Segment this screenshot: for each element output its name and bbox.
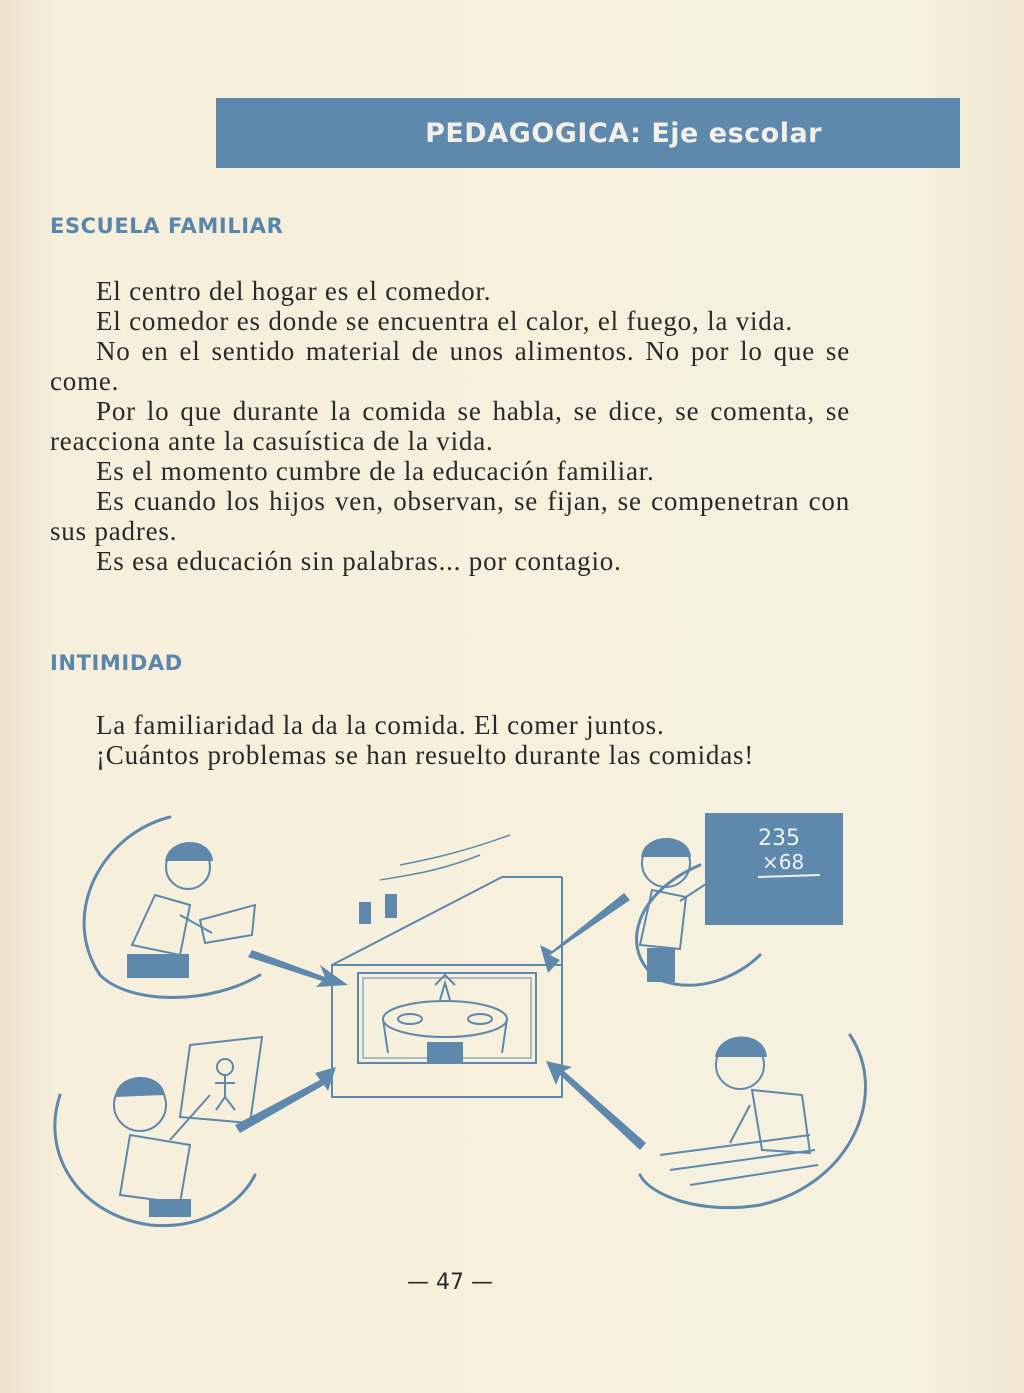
child-reading-icon — [128, 843, 255, 977]
section-body-escuela-familiar — [50, 276, 850, 576]
dining-table-icon — [358, 973, 536, 1063]
swirl-bottom-right — [640, 1035, 866, 1208]
child-writing-icon — [660, 1038, 818, 1186]
header-title: PEDAGOGICA: Eje escolar — [425, 117, 822, 149]
blackboard-icon — [705, 813, 843, 925]
blackboard-text-line2: ×68 — [762, 850, 805, 874]
paragraph: Es el momento cumbre de la educación familiar. — [96, 456, 655, 486]
section-title-intimidad: INTIMIDAD — [50, 651, 183, 675]
family-dining-illustration — [40, 805, 880, 1245]
blackboard-text-line1: 235 — [758, 826, 800, 851]
header-banner — [216, 98, 960, 168]
paragraph: Por lo que durante la comida se habla, se dice, se comenta, se reacciona ante la casuística de la vida. — [50, 396, 850, 456]
section-body-intimidad — [50, 710, 850, 770]
arrow-icon — [235, 893, 646, 1150]
page-number: — 47 — — [407, 1270, 493, 1295]
paragraph: El comedor es donde se encuentra el calor, el fuego, la vida. — [96, 306, 793, 336]
section-title-escuela-familiar: ESCUELA FAMILIAR — [50, 214, 284, 238]
paragraph: El centro del hogar es el comedor. — [96, 276, 492, 306]
paragraph: ¡Cuántos problemas se han resuelto durante las comidas! — [96, 740, 755, 770]
paragraph: No en el sentido material de unos alimentos. No por lo que se come. — [50, 336, 850, 396]
paragraph: Es cuando los hijos ven, observan, se fijan, se compenetran con sus padres. — [50, 486, 850, 546]
paragraph: Es esa educación sin palabras... por contagio. — [96, 546, 622, 576]
paragraph: La familiaridad la da la comida. El comer juntos. — [96, 710, 665, 740]
